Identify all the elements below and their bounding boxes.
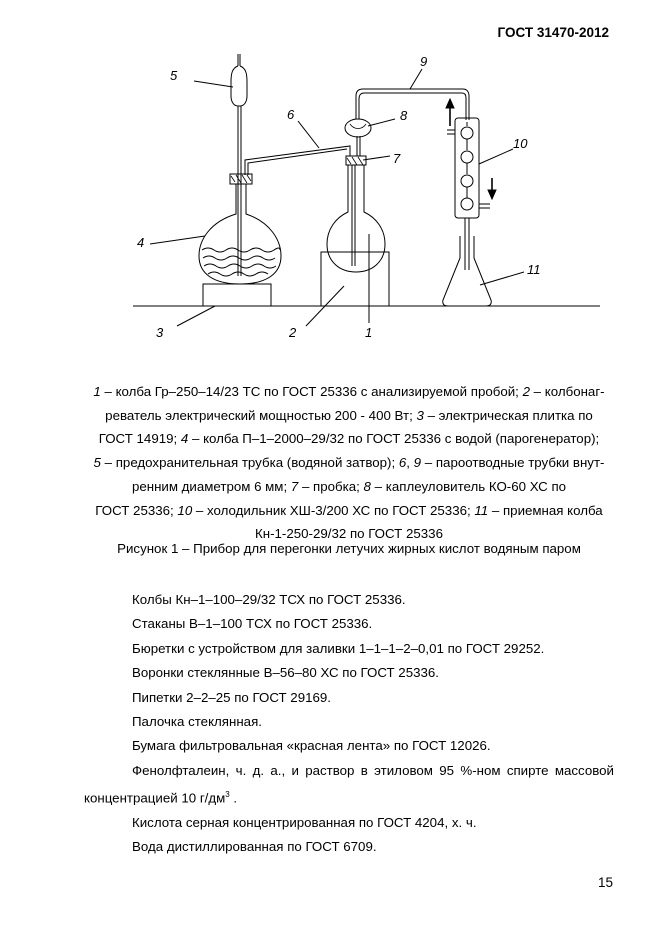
condenser [447,118,490,270]
label-8: 8 [400,108,408,123]
label-9: 9 [420,54,428,69]
receiver-flask [443,236,492,306]
legend-line: ренним диаметром 6 мм; 7 – пробка; 8 – каплеуловитель КО-60 ХС по [131,478,567,494]
label-11: 11 [527,262,541,277]
legend-line: 5 – предохранительная трубка (водяной затвор); 6, 9 – пароотводные трубки внут- [93,455,605,471]
label-10: 10 [513,136,528,151]
phenol-superscript: 3 [225,790,230,800]
standard-header: ГОСТ 31470-2012 [497,25,609,40]
label-4: 4 [137,235,145,250]
list-item: Палочка стеклянная. [132,714,262,730]
list-item-phenolphthalein [84,759,614,811]
list-item: Пипетки 2–2–25 по ГОСТ 29169. [132,689,331,705]
label-1: 1 [365,325,373,340]
phenol-end: . [229,790,238,806]
water-out-arrow [446,99,454,126]
page-number: 15 [597,875,613,890]
label-5: 5 [170,68,178,83]
legend-line: реватель электрический мощностью 200 - 400 Вт; 3 – электрическая плитка по [105,407,593,423]
list-item: Бюретки с устройством для заливки 1–1–1–2–0,01 по ГОСТ 29252. [132,640,545,656]
steam-generator-flask [199,184,281,284]
label-7: 7 [393,151,401,166]
sample-flask [327,160,385,272]
legend-line: ГОСТ 14919; 4 – колба П–1–2000–29/32 по ГОСТ 25336 с водой (парогенератор); [98,431,600,447]
splash-trap [345,96,371,156]
list-item: Воронки стеклянные В–56–80 ХС по ГОСТ 25336. [132,665,439,681]
phenol-text: Фенолфталеин, ч. д. а., и раствор в этиловом 95 %-ном спирте массовой концентрацией 10 г/дм [84,762,614,806]
hot-plate [203,284,271,306]
legend-line: ГОСТ 25336; 10 – холодильник ХШ-3/200 ХС по ГОСТ 25336; 11 – приемная колба [95,502,603,518]
list-item: Кислота серная концентрированная по ГОСТ 4204, х. ч. [132,815,477,831]
label-3: 3 [156,325,164,340]
figure-legend [84,380,614,546]
apparatus-figure [0,0,661,360]
list-item: Бумага фильтровальная «красная лента» по ГОСТ 12026. [132,738,491,754]
legend-line: Кн-1-250-29/32 по ГОСТ 25336 [255,526,443,542]
legend-line: 1 – колба Гр–250–14/23 ТС по ГОСТ 25336 с анализируемой пробой; 2 – колбонаг- [93,384,605,399]
label-6: 6 [287,107,295,122]
materials-list [84,588,614,860]
steam-tube-6 [245,146,350,175]
label-2: 2 [289,325,297,340]
list-item: Вода дистиллированная по ГОСТ 6709. [132,839,377,855]
water-in-arrow [488,178,496,199]
list-item: Колбы Кн–1–100–29/32 ТСХ по ГОСТ 25336. [132,592,406,607]
figure-caption: Рисунок 1 – Прибор для перегонки летучих жирных кислот водяным паром [117,541,581,556]
list-item: Стаканы В–1–100 ТСХ по ГОСТ 25336. [132,616,373,632]
